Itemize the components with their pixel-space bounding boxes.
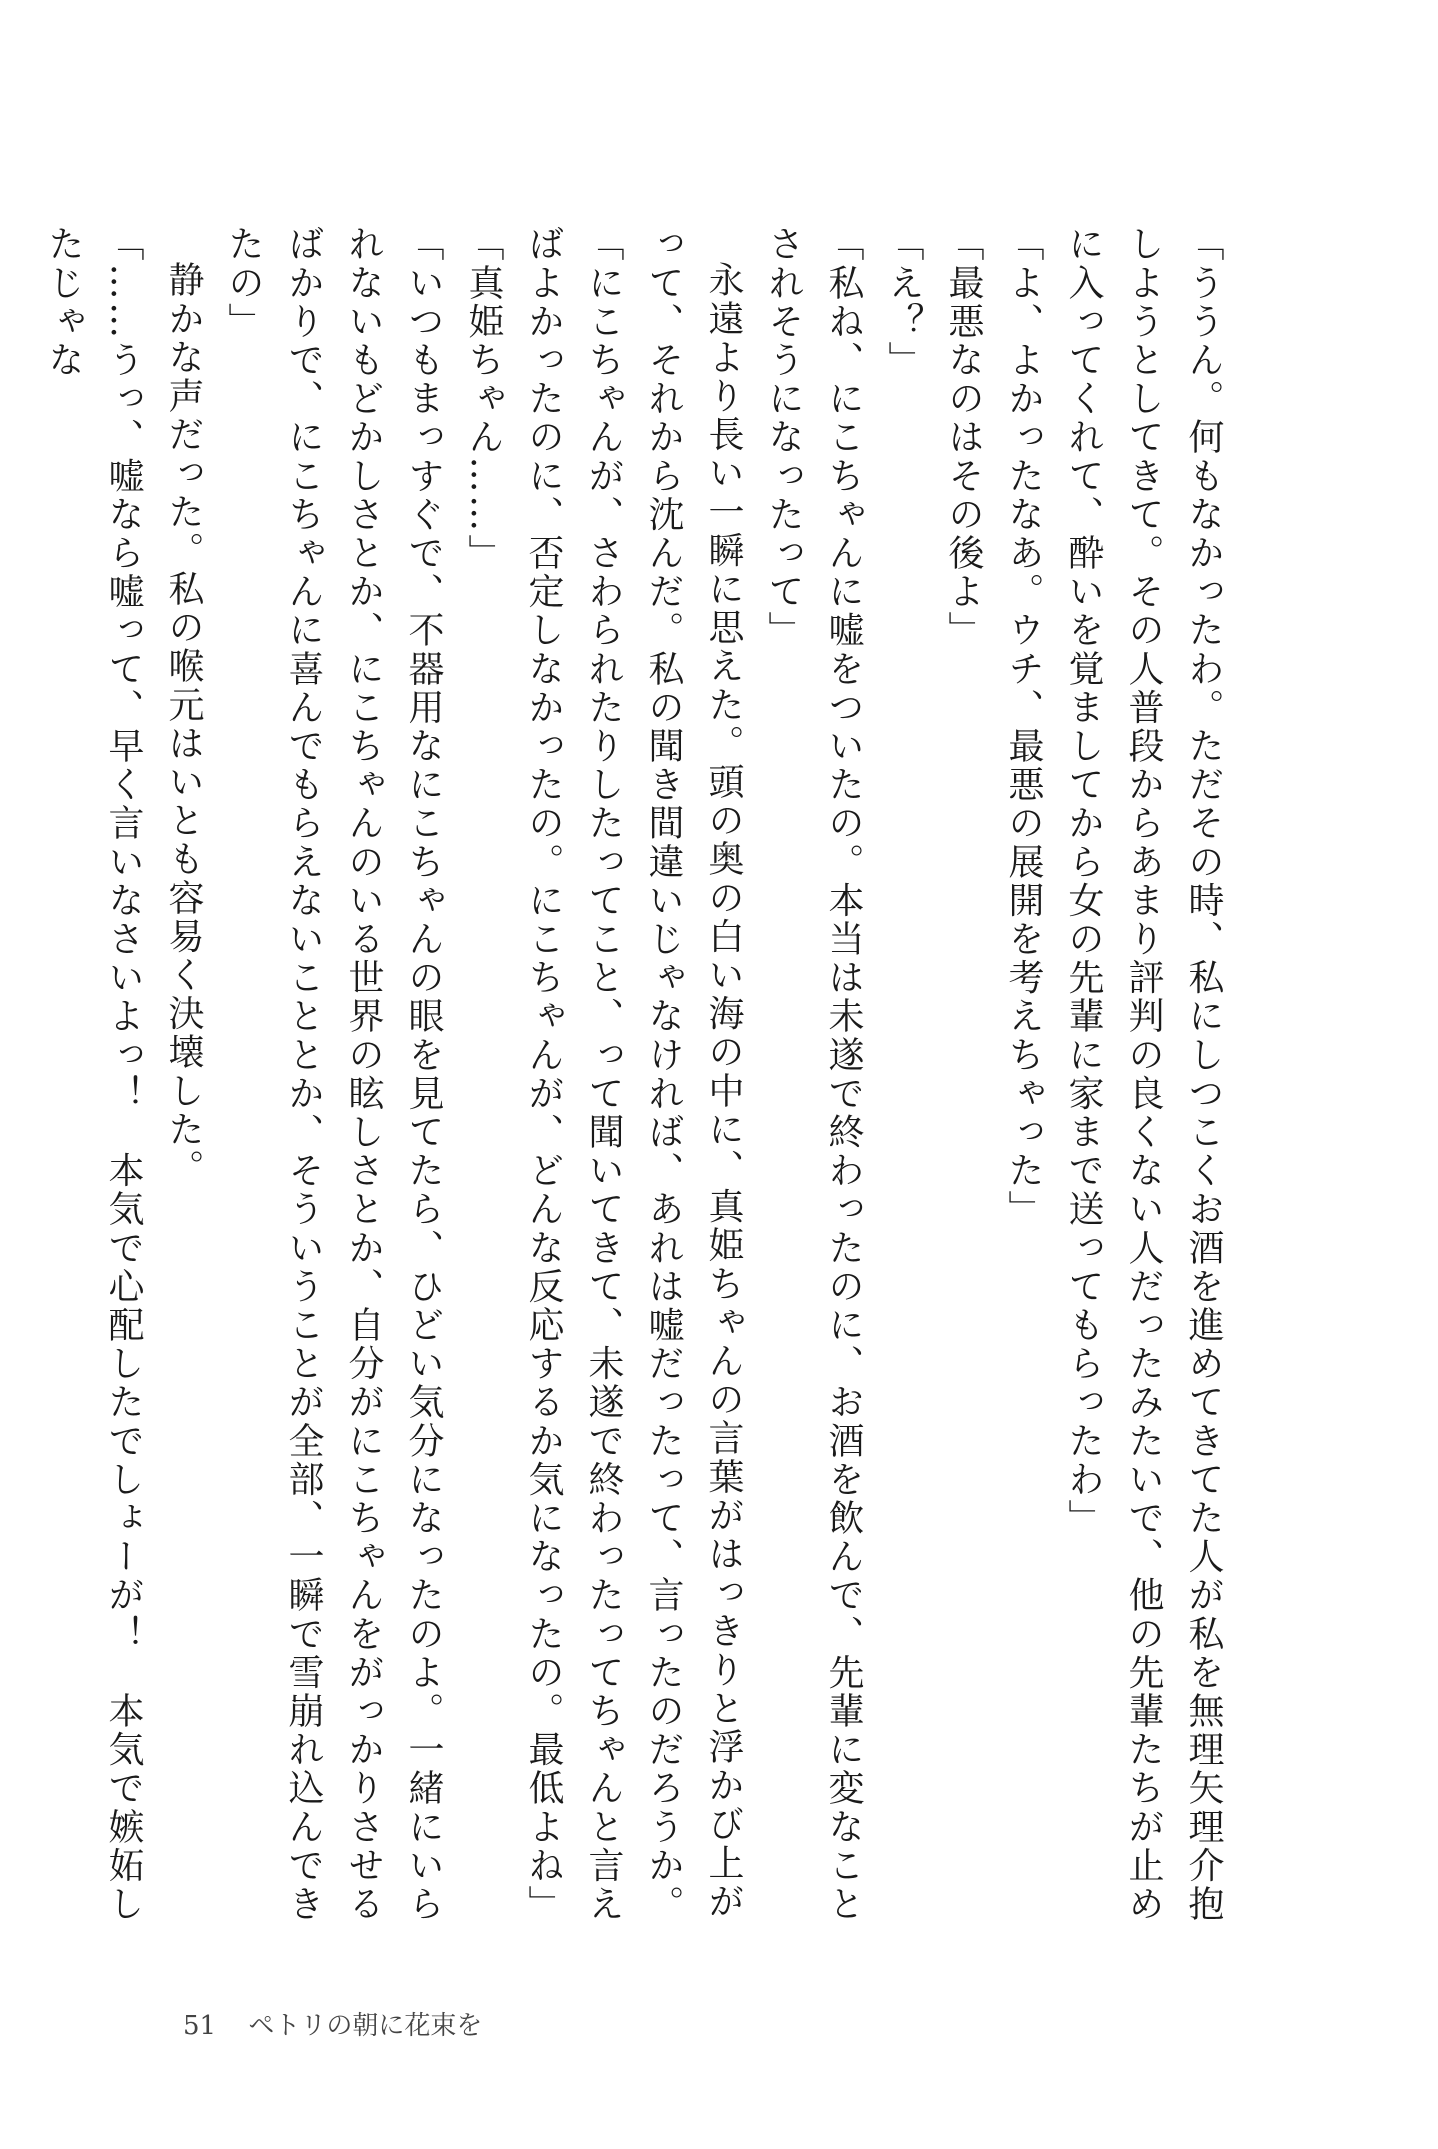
paragraph-9: 「いつもまっすぐで、不器用なにこちゃんの眼を見てたら、ひどい気分になったのよ。一緒にいられないもどかしさとか、にこちゃんのいる世界の眩しさとか、自分がにこちゃんをがっかりさせるばかりで、にこちゃんに喜んでもらえないこととか、そういうことが全部、一瞬で雪崩れ込んできたの」 bbox=[223, 225, 444, 1924]
paragraph-5: 「私ね、にこちゃんに嘘をついたの。本当は未遂で終わったのに、お酒を飲んで、先輩に変なことされそうになったって」 bbox=[763, 225, 864, 1924]
paragraph-1: 「ううん。何もなかったわ。ただその時、私にしつこくお酒を進めてきてた人が私を無理矢理介抱しようとしてきて。その人普段からあまり評判の良くない人だったみたいで、他の先輩たちが止めに入ってくれて、酔いを覚ましてから女の先輩に家まで送ってもらったわ」 bbox=[1063, 225, 1224, 1924]
paragraph-8: 「真姫ちゃん……」 bbox=[463, 225, 504, 573]
paragraph-2: 「よ、よかったなあ。ウチ、最悪の展開を考えちゃった」 bbox=[1003, 225, 1044, 1229]
book-title: ペトリの朝に花束を bbox=[248, 2011, 483, 2041]
paragraph-11: 「……うっ、嘘なら嘘って、早く言いなさいよっ！ 本気で心配したでしょーが！ 本気で嫉妬したじゃな bbox=[43, 225, 144, 1924]
vertical-text-body bbox=[33, 225, 1233, 1935]
paragraph-6: 永遠より長い一瞬に思えた。頭の奥の白い海の中に、真姫ちゃんの言葉がはっきりと浮かび上がって、それから沈んだ。私の聞き間違いじゃなければ、あれは嘘だったって、言ったのだろうか。 bbox=[643, 225, 744, 1924]
paragraph-10: 静かな声だった。私の喉元はいとも容易く決壊した。 bbox=[163, 261, 204, 1188]
paragraph-7: 「にこちゃんが、さわられたりしたってこと、って聞いてきて、未遂で終わったってちゃんと言えばよかったのに、否定しなかったの。にこちゃんが、どんな反応するか気になったの。最低よね」 bbox=[523, 225, 624, 1924]
page-footer bbox=[183, 2005, 482, 2042]
paragraph-4: 「え？」 bbox=[883, 225, 924, 380]
paragraph-3: 「最悪なのはその後よ」 bbox=[943, 225, 984, 650]
page-number: 51 bbox=[183, 2011, 217, 2041]
